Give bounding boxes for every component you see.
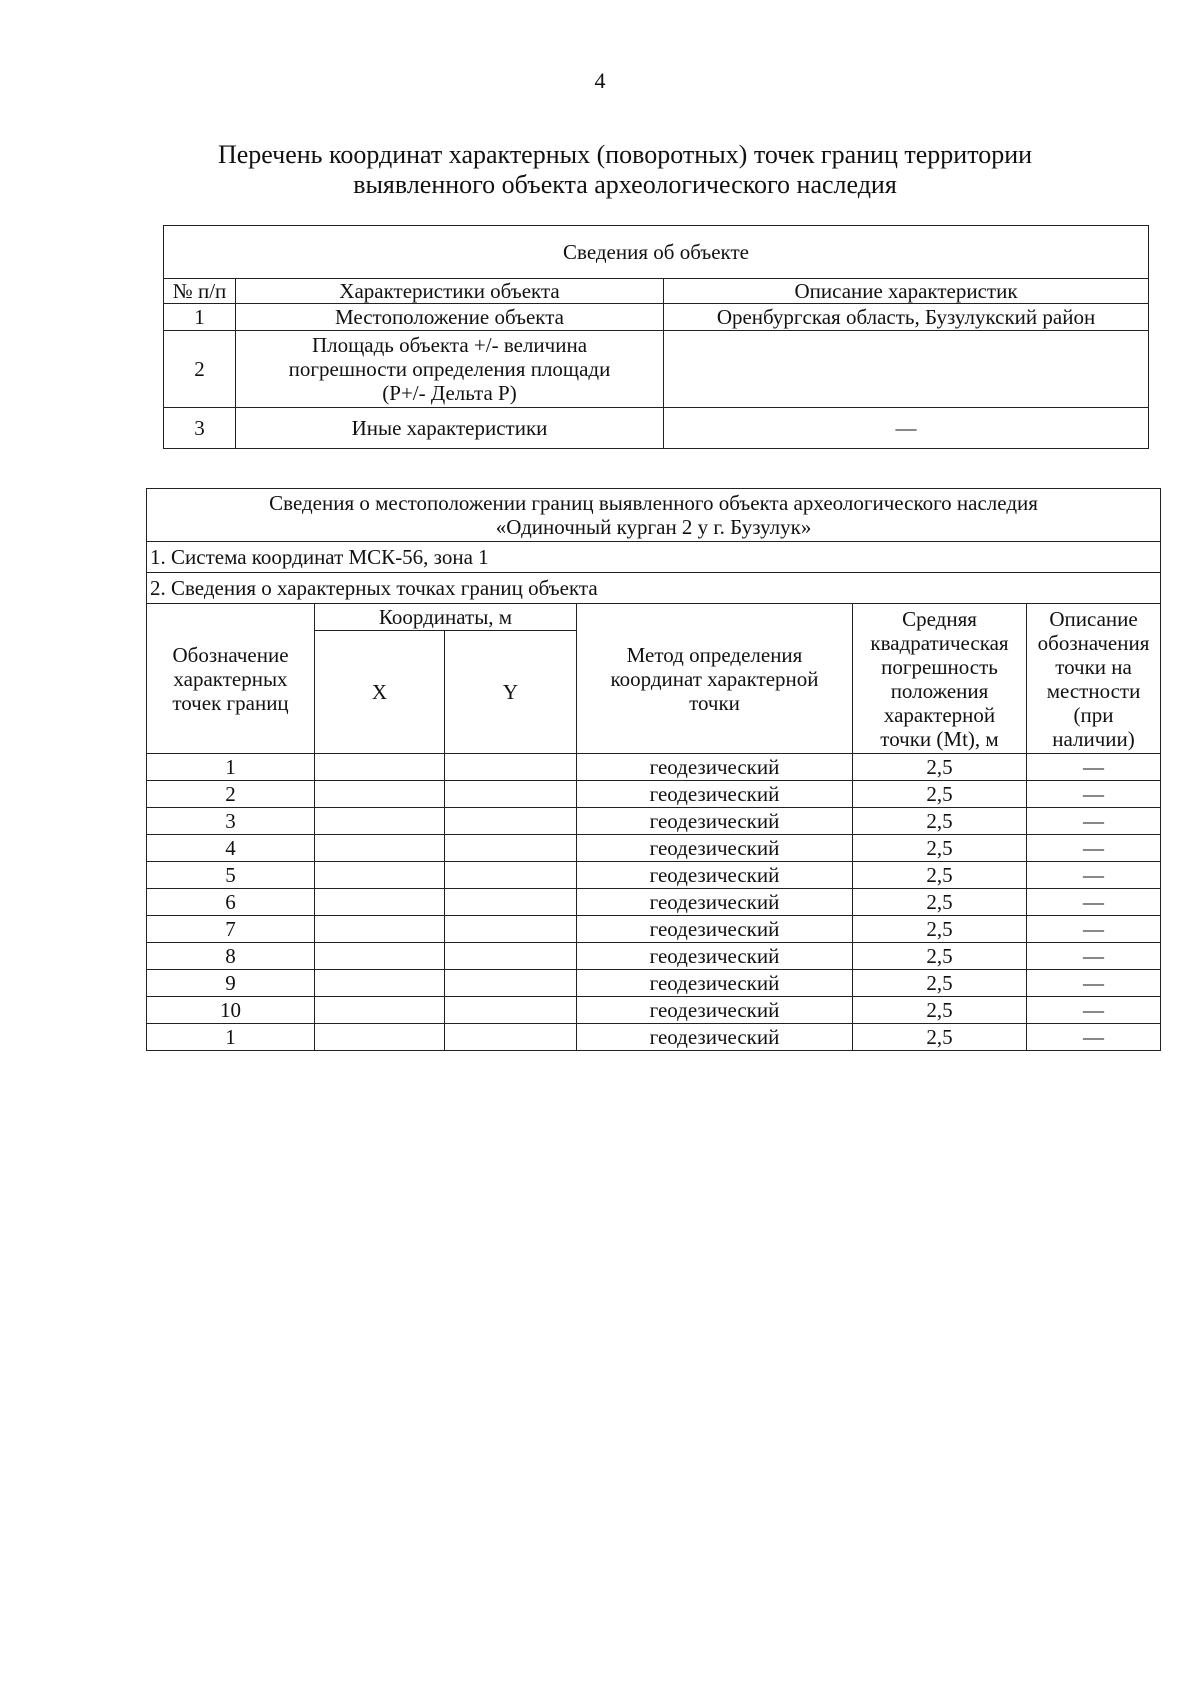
column-header-characteristic: Характеристики объекта xyxy=(236,279,664,304)
error-cell: 2,5 xyxy=(853,1024,1027,1051)
coordinate-y xyxy=(445,835,577,862)
text-line: Обозначение xyxy=(172,642,289,667)
text-line: положения xyxy=(890,678,989,703)
description-cell: — xyxy=(1027,889,1161,916)
characteristic-name: Местоположение объекта xyxy=(236,304,664,331)
point-number: 6 xyxy=(147,889,315,916)
point-number: 5 xyxy=(147,862,315,889)
table-row xyxy=(147,916,1161,943)
method-cell: геодезический xyxy=(577,835,853,862)
coordinate-x xyxy=(315,943,445,970)
page-number: 4 xyxy=(594,68,606,93)
method-cell: геодезический xyxy=(577,754,853,781)
table-row xyxy=(147,781,1161,808)
column-header-description xyxy=(1027,604,1161,754)
coordinate-x xyxy=(315,997,445,1024)
points-header: 2. Сведения о характерных точках границ объекта xyxy=(147,573,1161,604)
table-row xyxy=(164,408,1149,449)
description-cell: — xyxy=(1027,862,1161,889)
text-line: Сведения о местоположении границ выявленного объекта археологического наследия xyxy=(269,491,1038,515)
table-row xyxy=(164,331,1149,408)
description-cell: — xyxy=(1027,754,1161,781)
point-number: 1 xyxy=(147,754,315,781)
error-cell: 2,5 xyxy=(853,754,1027,781)
method-cell: геодезический xyxy=(577,1024,853,1051)
coordinate-x xyxy=(315,889,445,916)
error-cell: 2,5 xyxy=(853,781,1027,808)
coordinate-x xyxy=(315,808,445,835)
error-cell: 2,5 xyxy=(853,889,1027,916)
error-cell: 2,5 xyxy=(853,916,1027,943)
column-header-error xyxy=(853,604,1027,754)
description-cell: — xyxy=(1027,916,1161,943)
point-number: 7 xyxy=(147,916,315,943)
error-cell: 2,5 xyxy=(853,862,1027,889)
text-line: местности xyxy=(1046,678,1141,703)
column-header-point xyxy=(147,604,315,754)
method-cell: геодезический xyxy=(577,970,853,997)
coordinate-x xyxy=(315,916,445,943)
document-title xyxy=(150,140,1100,200)
description-cell: — xyxy=(1027,997,1161,1024)
coordinate-y xyxy=(445,808,577,835)
description-cell: — xyxy=(1027,808,1161,835)
coordinate-y xyxy=(445,970,577,997)
boundaries-table xyxy=(146,488,1161,1051)
method-cell: геодезический xyxy=(577,916,853,943)
text-line: «Одиночный курган 2 у г. Бузулук» xyxy=(495,515,812,539)
characteristic-value xyxy=(664,331,1149,408)
title-line: выявленного объекта археологического наследия xyxy=(353,170,897,199)
table-row xyxy=(164,304,1149,331)
method-cell: геодезический xyxy=(577,862,853,889)
method-cell: геодезический xyxy=(577,997,853,1024)
error-cell: 2,5 xyxy=(853,808,1027,835)
coordinate-x xyxy=(315,862,445,889)
column-header-description: Описание характеристик xyxy=(664,279,1149,304)
point-number: 10 xyxy=(147,997,315,1024)
coordinate-x xyxy=(315,970,445,997)
coordinate-y xyxy=(445,1024,577,1051)
text-line: координат характерной xyxy=(610,666,819,691)
error-cell: 2,5 xyxy=(853,970,1027,997)
method-cell: геодезический xyxy=(577,943,853,970)
coordinate-y xyxy=(445,889,577,916)
text-line: квадратическая xyxy=(870,630,1009,655)
coordinate-y xyxy=(445,997,577,1024)
error-cell: 2,5 xyxy=(853,835,1027,862)
table-row xyxy=(147,889,1161,916)
coordinate-y xyxy=(445,943,577,970)
point-number: 8 xyxy=(147,943,315,970)
coordinate-y xyxy=(445,781,577,808)
coordinate-x xyxy=(315,781,445,808)
description-cell: — xyxy=(1027,835,1161,862)
description-cell: — xyxy=(1027,943,1161,970)
column-header-number: № п/п xyxy=(164,279,236,304)
text-line: погрешность xyxy=(881,654,998,679)
text-line: точек границ xyxy=(172,690,289,715)
description-cell: — xyxy=(1027,970,1161,997)
coordinate-x xyxy=(315,754,445,781)
object-info-header: Сведения об объекте xyxy=(164,226,1149,279)
text-line: наличии) xyxy=(1052,726,1135,751)
text-line: точки (Mt), м xyxy=(880,726,999,751)
point-number: 4 xyxy=(147,835,315,862)
error-cell: 2,5 xyxy=(853,997,1027,1024)
description-cell: — xyxy=(1027,781,1161,808)
coordinate-y xyxy=(445,754,577,781)
table-row xyxy=(147,970,1161,997)
coordinate-system: 1. Система координат МСК-56, зона 1 xyxy=(147,542,1161,573)
table-row xyxy=(147,862,1161,889)
text-line: Метод определения xyxy=(626,642,803,667)
table-row xyxy=(147,808,1161,835)
text-line: характерных xyxy=(173,666,288,691)
table-row xyxy=(147,1024,1161,1051)
row-number: 3 xyxy=(164,408,236,449)
column-header-coordinates: Координаты, м xyxy=(315,604,577,631)
title-line: Перечень координат характерных (поворотных) точек границ территории xyxy=(217,140,1033,169)
table-row xyxy=(147,943,1161,970)
coordinate-y xyxy=(445,862,577,889)
text-line: точки на xyxy=(1055,654,1132,679)
description-cell: — xyxy=(1027,1024,1161,1051)
table-row xyxy=(147,754,1161,781)
point-number: 3 xyxy=(147,808,315,835)
method-cell: геодезический xyxy=(577,781,853,808)
coordinate-x xyxy=(315,1024,445,1051)
table-row xyxy=(147,997,1161,1024)
text-line: (Р+/- Дельта Р) xyxy=(382,381,517,405)
coordinate-y xyxy=(445,916,577,943)
column-header-y: Y xyxy=(445,631,577,754)
characteristic-value: Оренбургская область, Бузулукский район xyxy=(664,304,1149,331)
text-line: (при xyxy=(1073,702,1114,727)
characteristic-name: Иные характеристики xyxy=(236,408,664,449)
row-number: 1 xyxy=(164,304,236,331)
characteristic-name xyxy=(236,331,664,408)
text-line: обозначения xyxy=(1037,630,1150,655)
table-row xyxy=(147,835,1161,862)
text-line: погрешности определения площади xyxy=(288,357,611,381)
text-line: характерной xyxy=(883,702,996,727)
text-line: Средняя xyxy=(902,606,977,631)
text-line: Описание xyxy=(1049,606,1138,631)
method-cell: геодезический xyxy=(577,808,853,835)
boundaries-title xyxy=(147,489,1161,542)
text-line: Площадь объекта +/- величина xyxy=(311,333,588,357)
point-number: 1 xyxy=(147,1024,315,1051)
characteristic-value: — xyxy=(664,408,1149,449)
object-info-table xyxy=(163,225,1149,449)
point-number: 2 xyxy=(147,781,315,808)
column-header-x: X xyxy=(315,631,445,754)
error-cell: 2,5 xyxy=(853,943,1027,970)
text-line: точки xyxy=(689,690,740,715)
coordinate-x xyxy=(315,835,445,862)
row-number: 2 xyxy=(164,331,236,408)
method-cell: геодезический xyxy=(577,889,853,916)
column-header-method xyxy=(577,604,853,754)
point-number: 9 xyxy=(147,970,315,997)
